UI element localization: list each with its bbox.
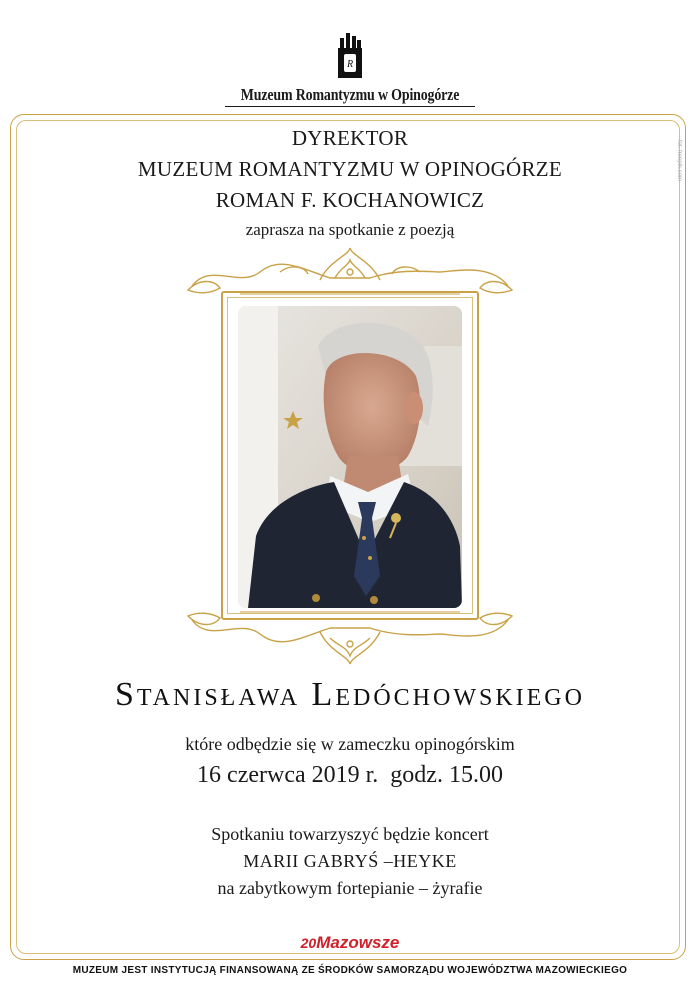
photo-credit: fot. freepik.com [676,140,682,182]
artist-name: MARII GABRYŚ –HEYKE [243,851,457,871]
logo-underline [225,106,475,107]
portrait-photo [238,306,462,608]
museum-full-name: MUZEUM ROMANTYZMU W OPINOGÓRZE [137,157,563,181]
funding-notice: MUZEUM JEST INSTYTUCJĄ FINANSOWANĄ ZE ŚRODKÓW SAMORZĄDU WOJEWÓDZTWA MAZOWIECKIEGO [72,965,628,976]
bottom-ornament [180,606,520,670]
director-name: ROMAN F. KOCHANOWICZ [215,188,485,212]
museum-name: Muzeum Romantyzmu w Opinogórze [240,85,460,104]
invitation-text: zaprasza na spotkanie z poezją [245,220,455,239]
svg-text:R: R [346,59,354,70]
event-date-time: 16 czerwca 2019 r. godz. 15.00 [197,762,503,788]
director-title: DYREKTOR [291,126,409,150]
guest-name-heading: Stanisława Ledóchowskiego [115,676,585,713]
instrument-text: na zabytkowym fortepianie – żyrafie [217,878,483,898]
event-location: które odbędzie się w zameczku opinogórskim [185,734,515,754]
sponsor-name: Mazowsze [316,933,400,952]
mazowsze-logo [0,933,700,953]
sponsor-number: 20 [300,935,317,951]
concert-intro: Spotkaniu towarzyszyć będzie koncert [211,824,489,844]
museum-logo-icon [336,30,364,80]
